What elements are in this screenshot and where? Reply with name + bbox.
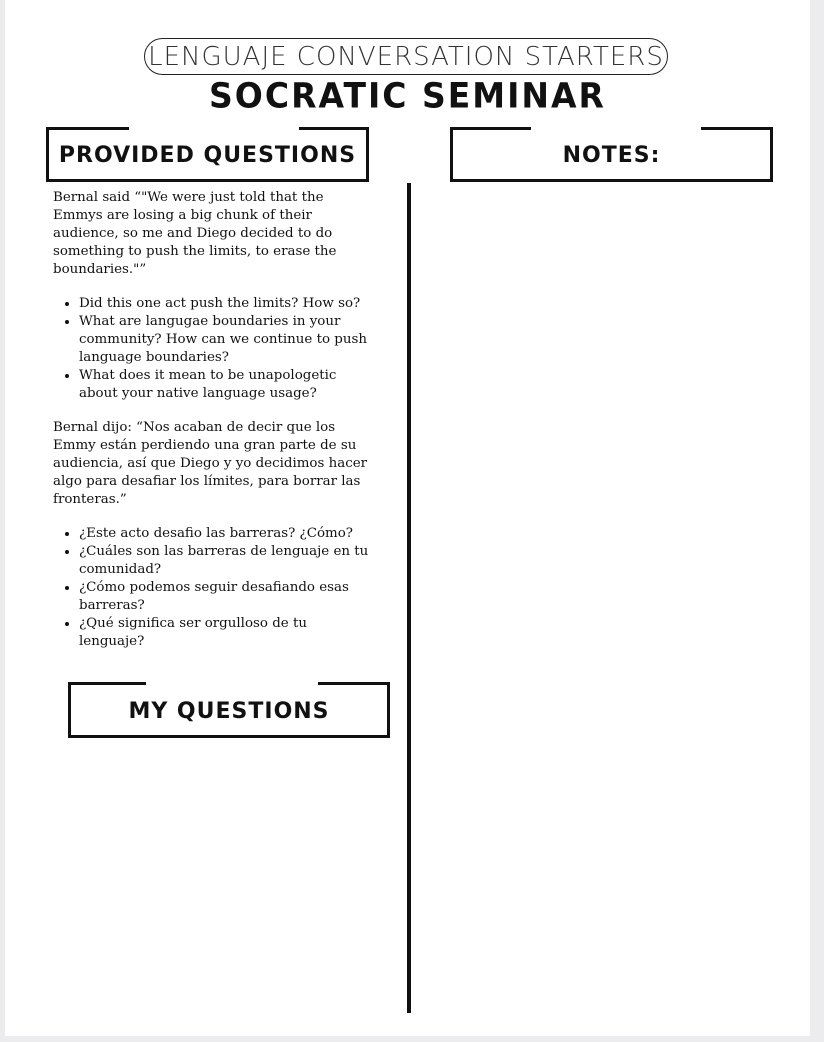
list-item: • What does it mean to be unapologetic about your native language usage? [79,367,373,403]
questions-english-list [53,295,373,403]
list-item: • What are langugae boundaries in your community? How can we continue to push language boundaries? [79,313,373,367]
column-divider [407,183,411,1013]
header-border-gap [146,681,318,687]
questions-spanish-list [53,525,373,651]
quote-spanish: Bernal dijo: “Nos acaban de decir que los Emmy están perdiendo una gran parte de su audiencia, así que Diego y yo decidimos hacer algo para desafiar los límites, para borrar las fronteras.” [53,420,368,507]
quote-english: Bernal said “"We were just told that the Emmys are losing a big chunk of their audience, so me and Diego decided to do something to push the limits, to erase the boundaries."” [53,190,337,277]
list-item: • ¿Cuáles son las barreras de lenguaje en tu comunidad? [79,543,373,579]
my-questions-header [68,682,390,738]
my-questions-label: MY QUESTIONS [128,699,330,724]
subtitle-banner: LENGUAJE CONVERSATION STARTERS [144,38,668,75]
list-item: • ¿Qué significa ser orgulloso de tu lenguaje? [79,615,373,651]
list-item: • Did this one act push the limits? How so? [79,295,373,313]
header-border-gap [531,126,701,132]
notes-label: NOTES: [562,143,661,168]
worksheet-page [5,0,810,1036]
provided-questions-header [46,127,369,182]
list-item: • ¿Este acto desafio las barreras? ¿Cómo? [79,525,373,543]
page-title: SOCRATIC SEMINAR [209,75,606,116]
list-item: • ¿Cómo podemos seguir desafiando esas barreras? [79,579,373,615]
header-border-gap [129,126,299,132]
provided-questions-content [53,189,373,667]
notes-header [450,127,773,182]
provided-questions-label: PROVIDED QUESTIONS [58,143,357,168]
